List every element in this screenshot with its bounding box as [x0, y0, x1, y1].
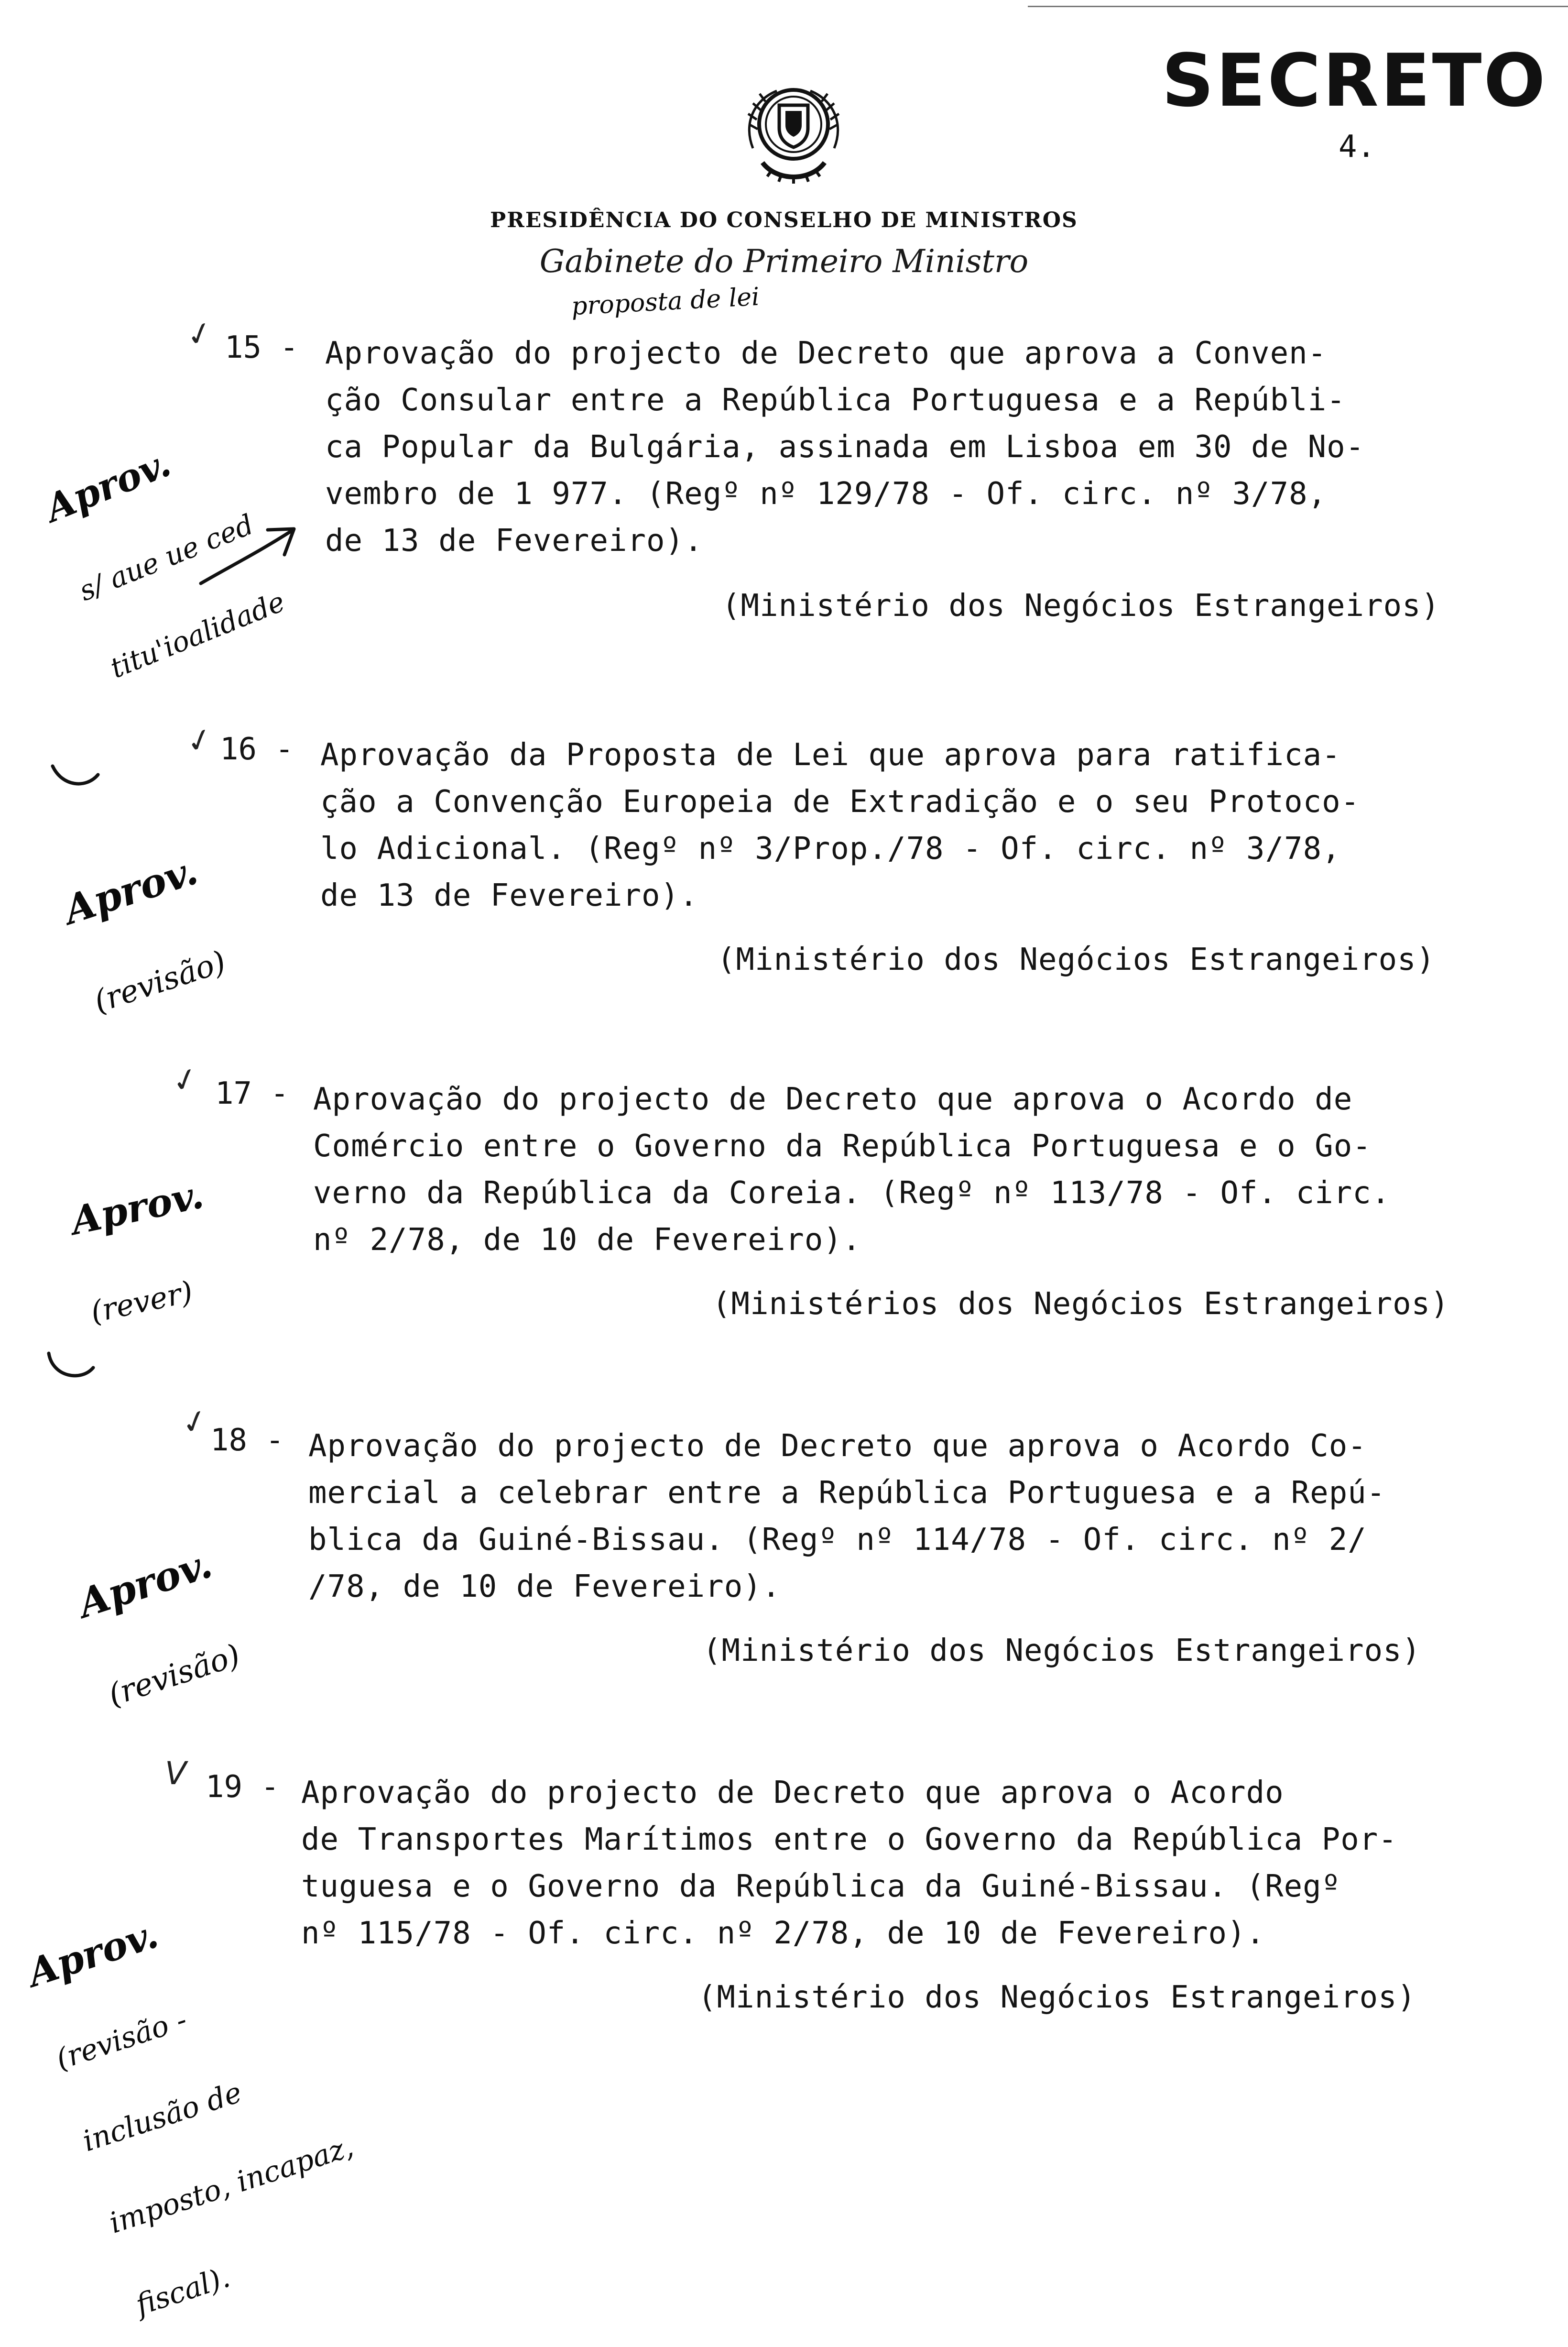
item-text: Aprovação da Proposta de Lei que aprova para ratifica- ção a Convenção Europeia de Extradição e o seu Protoco- lo Adicional. (Regº nº 3/Prop./78 - Of. circ. nº 3/78, de 13 de Fevereiro). — [320, 737, 1360, 913]
handwritten-arrow — [196, 521, 301, 593]
handwritten-note-item-16: Aprov. (revisão) — [58, 847, 230, 1020]
handwritten-note-item-17: Aprov. (rever) — [67, 1172, 207, 1330]
top-edge-line — [1028, 6, 1568, 7]
page-number: 4. — [1339, 129, 1376, 165]
ministry-label: (Ministérios dos Negócios Estrangeiros) — [712, 1286, 1449, 1322]
margin-curve-mark — [48, 760, 105, 794]
ministry-label: (Ministério dos Negócios Estrangeiros) — [717, 942, 1436, 977]
margin-curve-mark — [43, 1349, 100, 1387]
checkmark: V — [165, 1755, 187, 1792]
ministry-label: (Ministério dos Negócios Estrangeiros) — [703, 1633, 1421, 1668]
institution-heading: PRESIDÊNCIA DO CONSELHO DE MINISTROS — [490, 208, 1078, 232]
ministry-label: (Ministério dos Negócios Estrangeiros) — [722, 588, 1440, 624]
ministry-label: (Ministério dos Negócios Estrangeiros) — [698, 1980, 1416, 2015]
checkmark: ✓ — [182, 719, 218, 762]
item-text: Aprovação do projecto de Decreto que aprova o Acordo Co- mercial a celebrar entre a República Portuguesa e a Repú- blica da Guiné-Bissau. (Regº nº 114/78 - Of. circ. nº 2/ /78, de 10 de Fevereiro). — [308, 1428, 1386, 1604]
item-number: 16 - — [220, 732, 294, 767]
checkmark: ✓ — [167, 1059, 203, 1101]
item-number: 19 - — [206, 1769, 280, 1805]
handwritten-note-item-19: Aprov. (revisão - inclusão de imposto, incapaz, fiscal). — [22, 1911, 358, 2322]
handwritten-note-item-18: Aprov. (revisão) — [73, 1541, 245, 1713]
item-number: 17 - — [215, 1076, 289, 1111]
classification-stamp: SECRETO — [1162, 38, 1547, 123]
item-text: Aprovação do projecto de Decreto que aprova a Conven- ção Consular entre a República Portuguesa e a Repúbli- ca Popular da Bulgária, assinada em Lisboa em 30 de No- vembro de 1 977. (Regº nº 129/78 - Of. circ. nº 3/78, de 13 de Fevereiro). — [325, 336, 1365, 559]
item-text: Aprovação do projecto de Decreto que aprova o Acordo de Transportes Marítimos entre o Governo da República Por- tuguesa e o Governo da República da Guiné-Bissau. (Regº nº 115/78 - Of. circ. nº 2/78, de 10 de Fevereiro). — [301, 1775, 1397, 1951]
item-number: 15 - — [225, 330, 299, 365]
handwritten-annotation-proposta: proposta de lei — [570, 282, 761, 321]
checkmark: ✓ — [177, 1401, 213, 1443]
coat-of-arms-emblem — [734, 72, 853, 191]
office-subheading: Gabinete do Primeiro Ministro — [539, 243, 1029, 280]
checkmark: ✓ — [182, 313, 218, 355]
item-number: 18 - — [210, 1423, 284, 1458]
item-text: Aprovação do projecto de Decreto que aprova o Acordo de Comércio entre o Governo da República Portuguesa e o Go- verno da República da Coreia. (Regº nº 113/78 - Of. circ. nº 2/78, de 10 de Fevereiro). — [313, 1082, 1391, 1258]
handwritten-note-item-15: Aprov. s/ aue ue ced titu'ioalidade — [39, 441, 290, 685]
